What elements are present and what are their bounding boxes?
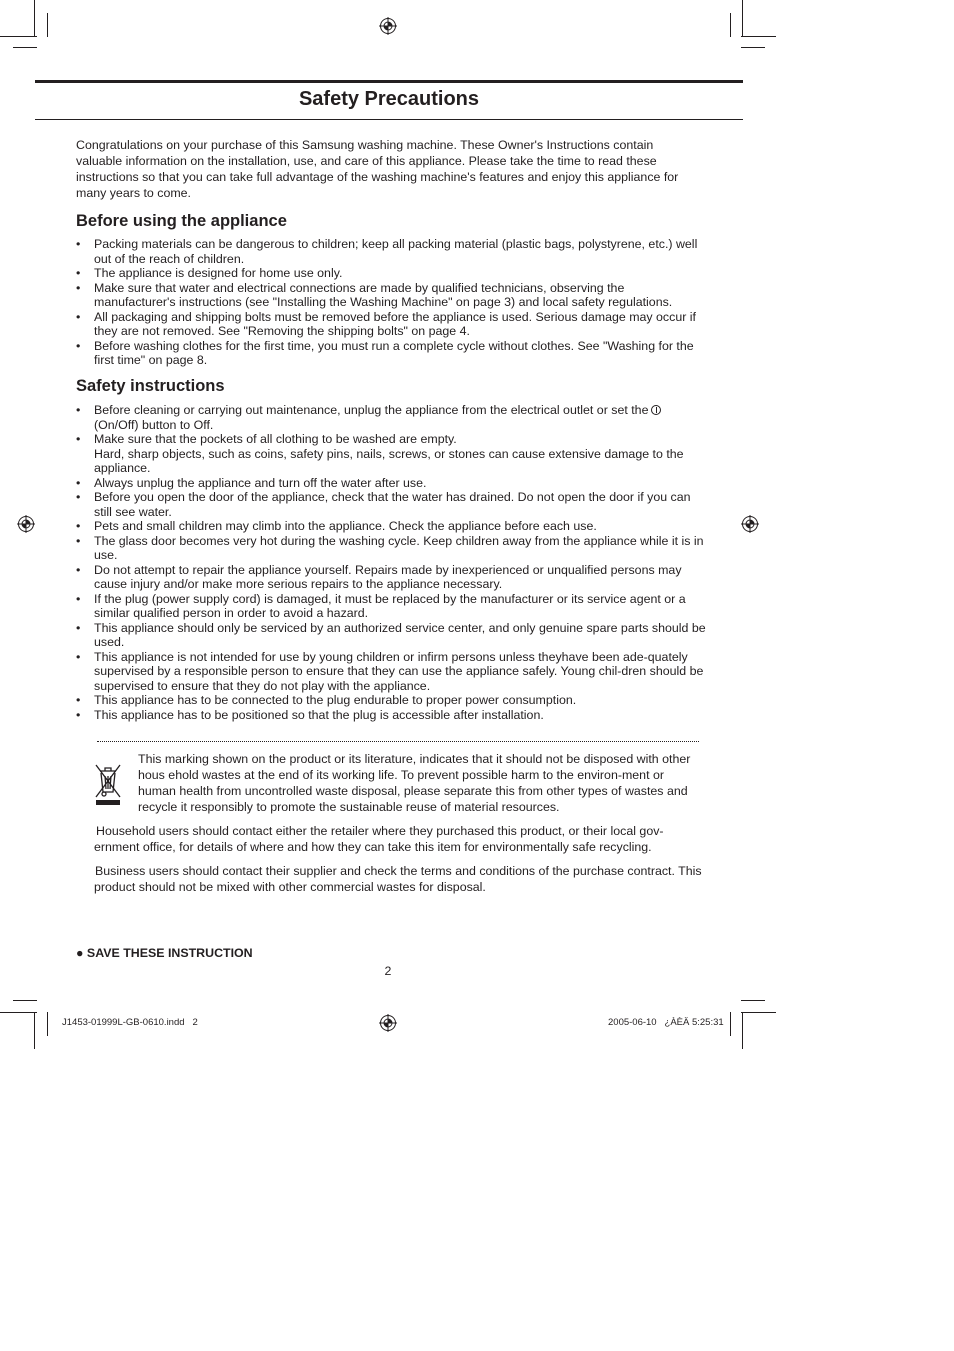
save-instruction-note: ● SAVE THESE INSTRUCTION [76,946,253,960]
list-item: • Before washing clothes for the first time, you must run a complete cycle without clothes. See "Washing for the first time" on page 8. [76,339,706,368]
page-number: 2 [384,964,392,978]
list-item-text: Make sure that the pockets of all clothing to be washed are empty. [94,432,457,446]
crop-mark [741,1000,765,1001]
crop-mark [0,1012,37,1013]
crop-mark [13,1000,37,1001]
list-item: • The appliance is designed for home use only. [76,266,706,281]
crop-mark [34,1013,35,1049]
file-slug: J1453-01999L-GB-0610.indd 2 [62,1017,198,1028]
list-item: • Pets and small children may climb into the appliance. Check the appliance before each use. [76,519,706,534]
list-item-text: Before cleaning or carrying out maintenance, unplug the appliance from the electrical outlet or set the [94,403,649,417]
list-item-text: (On/Off) button to Off. [94,417,214,432]
weee-marking-text: This marking shown on the product or its literature, indicates that it should not be disposed with other hous ehold wastes at the end of its working life. To prevent possible harm to the environ-ment or human health from uncontrolled waste disposal, please separate this from other types of wastes and recycle it responsibly to promote the sustainable reuse of material resources. [138,752,691,814]
crop-mark [0,36,37,37]
crop-mark [47,1012,48,1036]
list-item: • If the plug (power supply cord) is damaged, it must be replaced by the manufacturer or its service agent or a similar qualified person in order to avoid a hazard. [76,592,706,621]
section-heading-before-using: Before using the appliance [76,212,287,230]
crop-mark [47,13,48,37]
list-item: • This appliance has to be connected to the plug endurable to proper power consumption. [76,693,706,708]
section-heading-safety: Safety instructions [76,377,225,395]
crop-mark [34,0,35,36]
power-icon [651,405,661,415]
dotted-divider [97,741,699,742]
list-item: • This appliance has to be positioned so that the plug is accessible after installation. [76,708,706,723]
list-item [76,432,706,476]
crop-mark [742,1013,743,1049]
list-item: • This appliance should only be serviced by an authorized service center, and only genuine spare parts should be used. [76,621,706,650]
registration-mark-icon [379,17,397,35]
intro-paragraph: Congratulations on your purchase of this Samsung washing machine. These Owner's Instructions contain valuable information on the installation, use, and care of this appliance. Please take the time to read these instructions so that you can take full advantage of the washing machine's features and enjoy this appliance for many years to come. [76,138,679,200]
list-item: • Do not attempt to repair the appliance yourself. Repairs made by inexperienced or unqualified persons may cause injury and/or make more serious repairs to the appliance necessary. [76,563,706,592]
crop-mark [730,13,731,37]
list-item: • The glass door becomes very hot during the washing cycle. Keep children away from the appliance while it is in use. [76,534,706,563]
crop-mark [741,47,765,48]
list-item [76,403,706,432]
crop-mark [730,1012,731,1036]
list-item: • Before you open the door of the appliance, check that the water has drained. Do not open the door if you can still see water. [76,490,706,519]
list-item-text: Hard, sharp objects, such as coins, safety pins, nails, screws, or stones can cause extensive damage to the appliance. [94,446,684,475]
crop-mark [13,47,37,48]
list-item: • This appliance is not intended for use by young children or infirm persons unless theyhave been ade-quately supervised by a responsible person to ensure that they can use the appliance safely. Young chil-dren should be supervised to ensure that they do not play with the appliance. [76,650,706,694]
before-using-list [76,237,706,368]
print-timestamp: 2005-06-10 ¿ÀÈÄ 5:25:31 [608,1017,724,1028]
crop-mark [741,1012,776,1013]
title-rule-bottom [35,119,743,120]
list-item: • Always unplug the appliance and turn off the water after use. [76,476,706,491]
crop-mark [742,0,743,36]
list-item: • Make sure that water and electrical connections are made by qualified technicians, observing the manufacturer's instructions (see "Installing the Washing Machine" on page 3) and local safety regulations. [76,281,706,310]
weee-business-text: Business users should contact their supplier and check the terms and conditions of the purchase contract. This product should not be mixed with other commercial wastes for disposal. [94,864,702,894]
weee-household-text: Household users should contact either the retailer where they purchased this product, or their local gov-ernment office, for details of where and how they can take this item for environmentally safe recycling. [94,824,664,854]
list-item: • All packaging and shipping bolts must be removed before the appliance is used. Serious damage may occur if they are not removed. See "Removing the shipping bolts" on page 4. [76,310,706,339]
registration-mark-icon [741,515,759,533]
title-rule-top [35,80,743,83]
registration-mark-icon [379,1014,397,1032]
crop-mark [741,36,776,37]
crossed-out-wheeled-bin-icon [93,762,123,806]
registration-mark-icon [17,515,35,533]
safety-list [76,403,706,722]
page-title: Safety Precautions [298,88,480,110]
list-item: • Packing materials can be dangerous to children; keep all packing material (plastic bags, polystyrene, etc.) well out of the reach of children. [76,237,706,266]
